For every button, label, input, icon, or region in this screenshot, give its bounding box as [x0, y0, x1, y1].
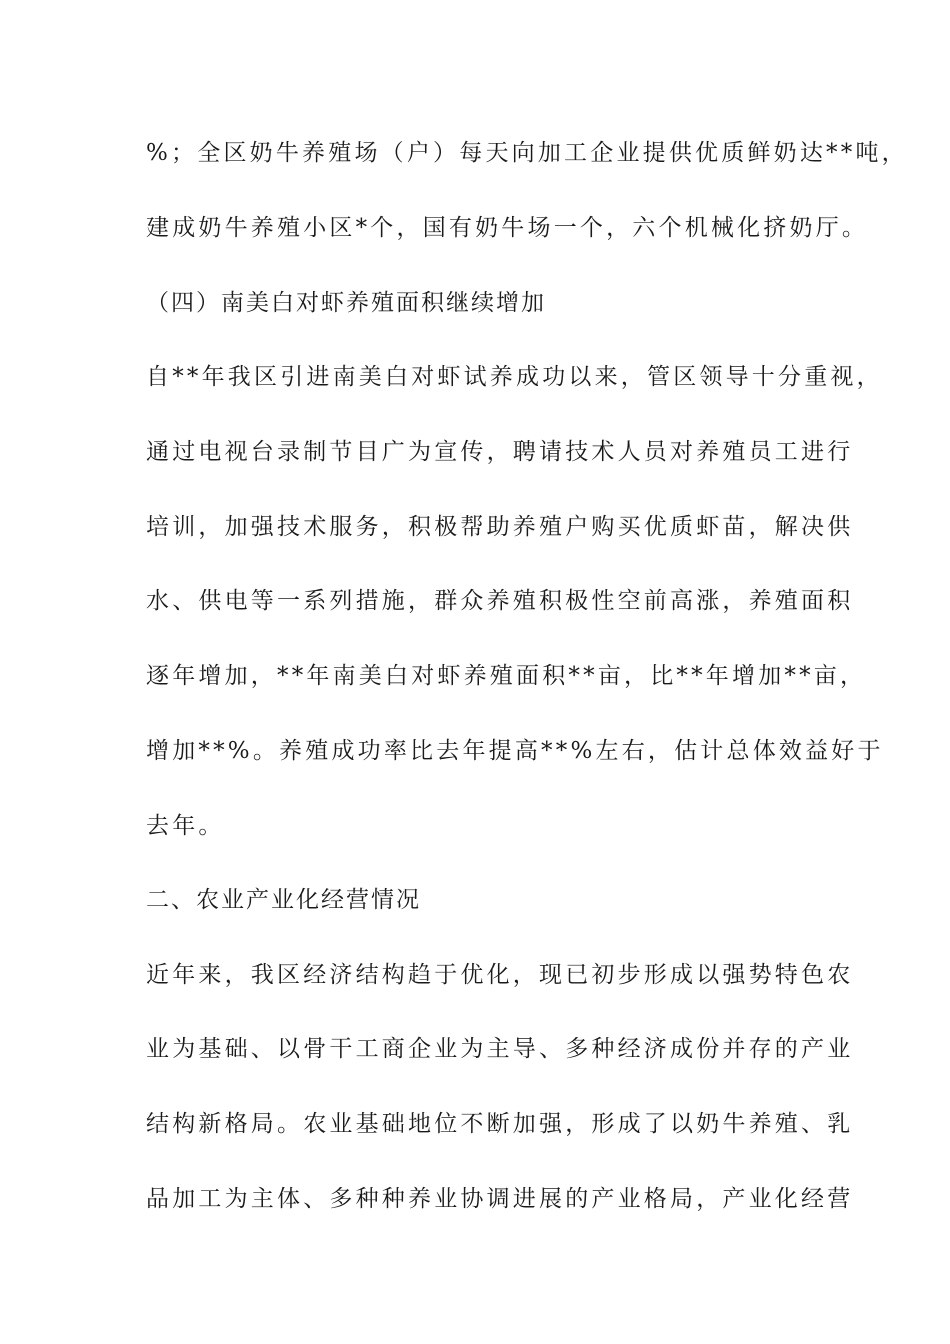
- section-heading: （四）南美白对虾养殖面积继续增加: [146, 290, 546, 316]
- paragraph-line: 增加**%。养殖成功率比去年提高**%左右，估计总体效益好于: [146, 738, 884, 764]
- paragraph-line: 培训，加强技术服务，积极帮助养殖户购买优质虾苗，解决供: [146, 514, 854, 540]
- paragraph-line: 自**年我区引进南美白对虾试养成功以来，管区领导十分重视，: [146, 364, 883, 390]
- paragraph-line: 水、供电等一系列措施，群众养殖积极性空前高涨，养殖面积: [146, 588, 854, 614]
- paragraph-line: 通过电视台录制节目广为宣传，聘请技术人员对养殖员工进行: [146, 439, 854, 465]
- paragraph-line: 结构新格局。农业基础地位不断加强，形成了以奶牛养殖、乳: [146, 1111, 854, 1137]
- paragraph-line: 业为基础、以骨干工商企业为主导、多种经济成份并存的产业: [146, 1036, 854, 1062]
- paragraph-line: 建成奶牛养殖小区*个，国有奶牛场一个，六个机械化挤奶厅。: [146, 215, 869, 241]
- paragraph-line: 品加工为主体、多种种养业协调进展的产业格局，产业化经营: [146, 1186, 854, 1212]
- paragraph-line: 近年来，我区经济结构趋于优化，现已初步形成以强势特色农: [146, 962, 854, 988]
- section-heading: 二、农业产业化经营情况: [146, 887, 421, 913]
- paragraph-line: 去年。: [146, 813, 225, 839]
- paragraph-line: %；全区奶牛养殖场（户）每天向加工企业提供优质鲜奶达**吨，: [146, 140, 908, 166]
- paragraph-line: 逐年增加，**年南美白对虾养殖面积**亩，比**年增加**亩，: [146, 663, 867, 689]
